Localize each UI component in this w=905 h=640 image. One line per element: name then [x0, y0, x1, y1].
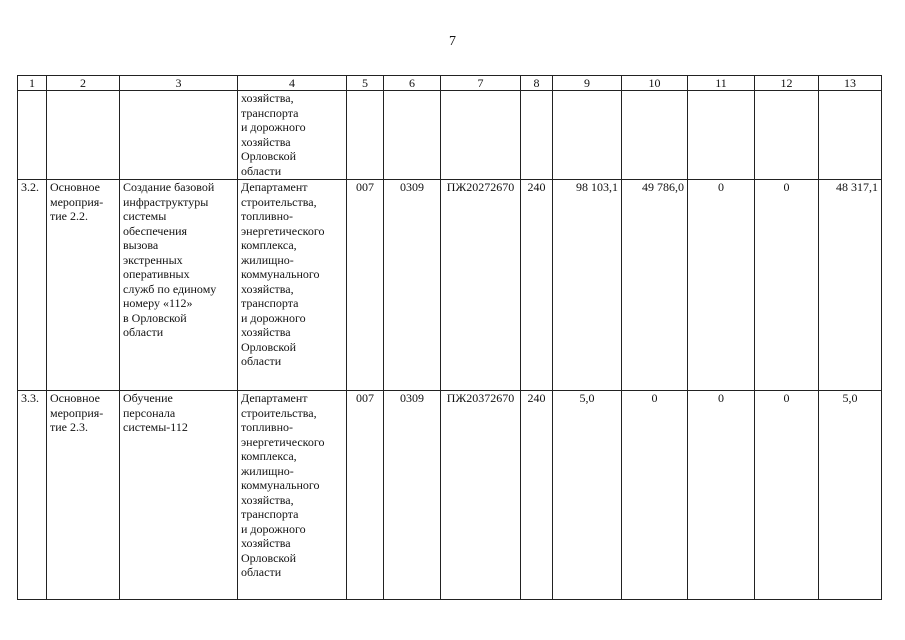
amount-cell: 0 — [622, 391, 688, 600]
column-number: 12 — [755, 76, 819, 91]
event-name-cell — [120, 391, 238, 600]
row-number: 3.2. — [18, 180, 47, 391]
department-text: Департамент строительства, топливно- энергетического комплекса, жилищно- коммунального хозяйства, транспорта и дорожного хозяйства Орловской области — [241, 180, 325, 368]
table-cell — [622, 91, 688, 180]
column-number: 4 — [238, 76, 347, 91]
table-cell — [553, 91, 622, 180]
amount-cell: 49 786,0 — [622, 180, 688, 391]
table-cell — [384, 91, 441, 180]
table-cell — [688, 91, 755, 180]
department-cell — [238, 180, 347, 391]
column-number: 10 — [622, 76, 688, 91]
event-type: Основное мероприя- тие 2.3. — [50, 391, 104, 434]
column-number-row — [18, 76, 882, 91]
table-cell — [120, 91, 238, 180]
amount-cell: 98 103,1 — [553, 180, 622, 391]
column-number: 9 — [553, 76, 622, 91]
code-cell: ПЖ20272670 — [441, 180, 521, 391]
amount-cell: 48 317,1 — [819, 180, 882, 391]
code-cell: ПЖ20372670 — [441, 391, 521, 600]
department-text: хозяйства, транспорта и дорожного хозяйства Орловской области — [241, 91, 306, 178]
event-name: Создание базовой инфраструктуры системы обеспечения вызова экстренных оперативных служб по единому номеру «112» в Орловской области — [123, 180, 217, 339]
table-cell — [347, 91, 384, 180]
code-cell: 007 — [347, 180, 384, 391]
event-type-cell — [47, 391, 120, 600]
column-number: 5 — [347, 76, 384, 91]
column-number: 11 — [688, 76, 755, 91]
column-number: 7 — [441, 76, 521, 91]
amount-cell: 0 — [755, 391, 819, 600]
column-number: 6 — [384, 76, 441, 91]
department-cell — [238, 91, 347, 180]
department-text: Департамент строительства, топливно- энергетического комплекса, жилищно- коммунального хозяйства, транспорта и дорожного хозяйства Орловской области — [241, 391, 325, 579]
table-row — [18, 391, 882, 600]
table-row — [18, 180, 882, 391]
program-table — [17, 75, 882, 600]
column-number: 13 — [819, 76, 882, 91]
amount-cell: 0 — [688, 180, 755, 391]
code-cell: 007 — [347, 391, 384, 600]
table-cell — [47, 91, 120, 180]
event-type-cell — [47, 180, 120, 391]
amount-cell: 5,0 — [819, 391, 882, 600]
row-number: 3.3. — [18, 391, 47, 600]
code-cell: 0309 — [384, 180, 441, 391]
page-number: 7 — [449, 34, 456, 49]
table-cell — [521, 91, 553, 180]
event-type: Основное мероприя- тие 2.2. — [50, 180, 104, 223]
event-name: Обучение персонала системы-112 — [123, 391, 188, 434]
code-cell: 0309 — [384, 391, 441, 600]
column-number: 8 — [521, 76, 553, 91]
table-cell — [819, 91, 882, 180]
column-number: 2 — [47, 76, 120, 91]
column-number: 3 — [120, 76, 238, 91]
amount-cell: 5,0 — [553, 391, 622, 600]
amount-cell: 0 — [755, 180, 819, 391]
code-cell: 240 — [521, 180, 553, 391]
table-cell — [18, 91, 47, 180]
code-cell: 240 — [521, 391, 553, 600]
table-cell — [441, 91, 521, 180]
continuation-row — [18, 91, 882, 180]
department-cell — [238, 391, 347, 600]
amount-cell: 0 — [688, 391, 755, 600]
table-cell — [755, 91, 819, 180]
column-number: 1 — [18, 76, 47, 91]
event-name-cell — [120, 180, 238, 391]
